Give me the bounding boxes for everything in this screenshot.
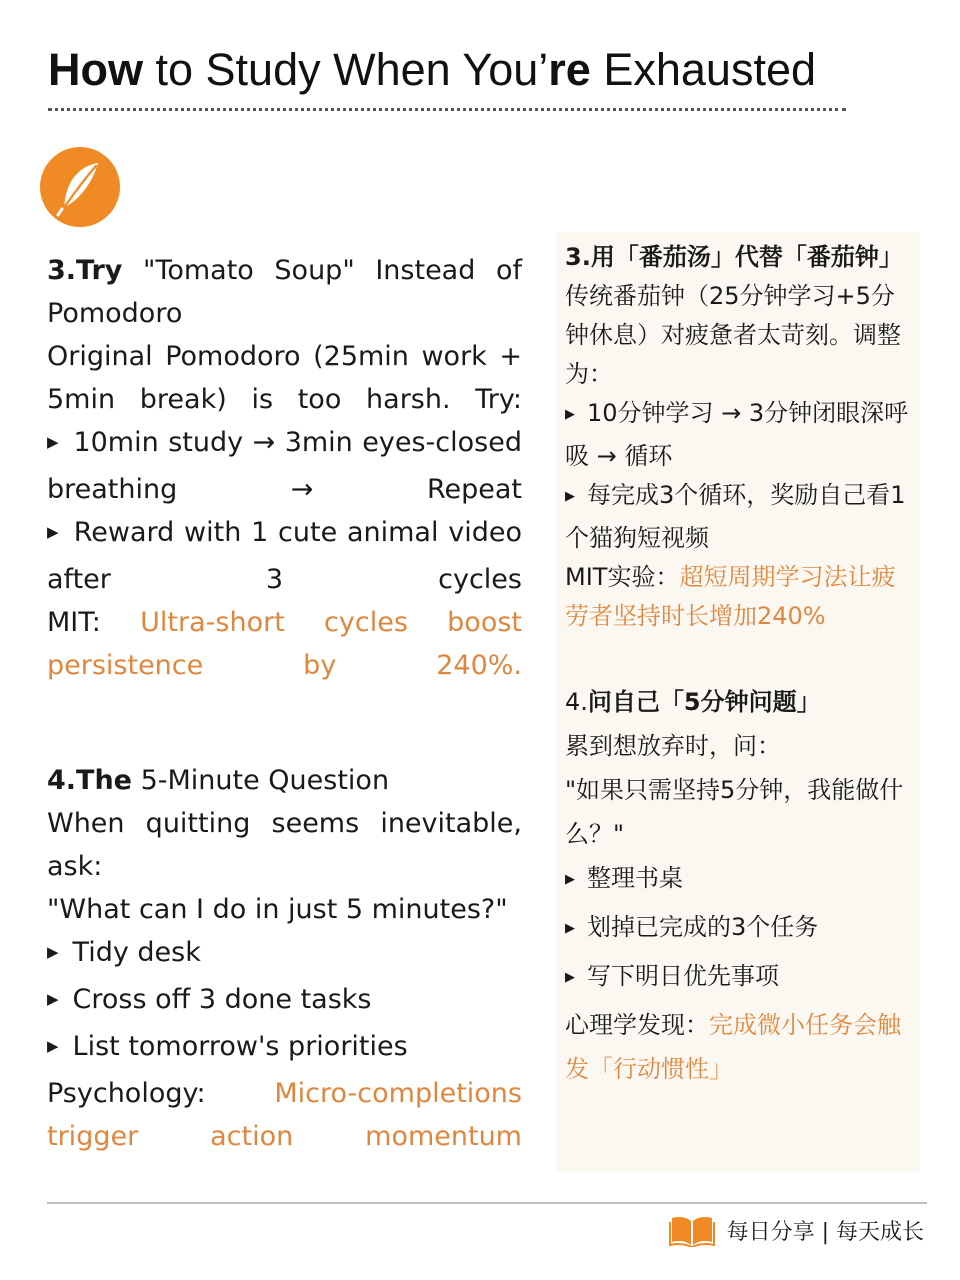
section-3-zh-bullet-2: ▶ 每完成3个循环，奖励自己看1个猫狗短视频 <box>565 476 911 558</box>
section-spacer <box>47 687 522 759</box>
title-dotted-divider <box>48 108 846 111</box>
section-4-zh-bullet-1: ▶ 整理书桌 <box>565 856 911 905</box>
title-re: re <box>548 44 591 95</box>
section-4-heading-number: 4.The <box>47 765 132 796</box>
section-3-zh-heading: 3.用「番茄汤」代替「番茄钟」 <box>565 243 903 271</box>
section-3-zh <box>565 238 911 636</box>
section-3-finding-label: MIT: <box>47 607 141 638</box>
section-4-quote: "What can I do in just 5 minutes?" <box>47 894 508 925</box>
footer-divider <box>47 1202 927 1204</box>
section-4-heading <box>47 759 522 802</box>
section-3-zh-finding-label: MIT实验： <box>565 563 680 591</box>
section-4-heading-text: 5-Minute Question <box>132 765 390 796</box>
title-suffix: Exhausted <box>590 44 816 95</box>
page-title <box>48 40 908 100</box>
section-4-zh-finding-label: 心理学发现： <box>565 1011 709 1039</box>
section-4-zh-bullet-2: ▶ 划掉已完成的3个任务 <box>565 905 911 954</box>
section-3-en <box>47 249 522 687</box>
open-book-icon <box>669 1213 715 1247</box>
section-4-intro: When quitting seems inevitable, ask: <box>47 808 522 882</box>
section-4-zh-finding <box>565 1003 911 1091</box>
section-3-bullet-2: ▶ Reward with 1 cute animal video after 3 cycles <box>47 511 522 601</box>
section-3-heading-number: 3.Try <box>47 255 123 286</box>
section-4-zh-quote: "如果只需坚持5分钟，我能做什么？" <box>565 776 904 848</box>
section-3-finding-text: Ultra-short cycles boost persistence by 240%. <box>47 607 522 681</box>
title-middle: to Study When You’ <box>143 44 549 95</box>
section-4-bullet-1: ▶ Tidy desk <box>47 931 522 978</box>
section-4-bullet-2: ▶ Cross off 3 done tasks <box>47 978 522 1025</box>
section-4-finding-text: Micro-completions trigger action momentum <box>47 1078 522 1152</box>
section-3-zh-finding-text: 超短周期学习法让疲劳者坚持时长增加240% <box>565 563 896 630</box>
title-how: How <box>48 44 143 95</box>
section-4-finding-label: Psychology: <box>47 1078 275 1109</box>
section-3-bullet-1: ▶ 10min study → 3min eyes-closed breathing → Repeat <box>47 421 522 511</box>
section-4-zh <box>565 680 911 1091</box>
english-column <box>47 249 522 1158</box>
footer-text: 每日分享 | 每天成长 <box>726 1219 924 1245</box>
section-3-intro: Original Pomodoro (25min work + 5min break) is too harsh. Try: <box>47 341 522 415</box>
section-3-zh-intro: 传统番茄钟（25分钟学习+5分钟休息）对疲惫者太苛刻。调整为： <box>565 282 901 388</box>
section-4-finding <box>47 1072 522 1158</box>
feather-badge <box>40 147 120 227</box>
section-4-en <box>47 759 522 1158</box>
feather-icon <box>40 147 120 227</box>
section-4-zh-heading-text: 问自己「5分钟问题」 <box>587 688 821 716</box>
footer <box>669 1212 924 1248</box>
section-3-heading <box>47 249 522 335</box>
section-3-zh-finding <box>565 558 911 636</box>
chinese-panel <box>556 232 920 1172</box>
section-3-zh-bullet-1: ▶ 10分钟学习 → 3分钟闭眼深呼吸 → 循环 <box>565 394 911 476</box>
zh-section-spacer <box>565 636 911 680</box>
section-3-finding <box>47 601 522 687</box>
section-3-heading-text: "Tomato Soup" Instead of Pomodoro <box>47 255 522 329</box>
section-4-bullet-3: ▶ List tomorrow's priorities <box>47 1025 522 1072</box>
section-4-zh-finding-text: 完成微小任务会触发「行动惯性」 <box>565 1011 901 1083</box>
section-4-zh-intro: 累到想放弃时，问： <box>565 732 781 760</box>
chinese-column <box>565 238 911 1091</box>
section-4-zh-heading-number: 4. <box>565 688 588 716</box>
section-4-zh-bullet-3: ▶ 写下明日优先事项 <box>565 954 911 1003</box>
section-4-zh-heading <box>565 680 911 724</box>
